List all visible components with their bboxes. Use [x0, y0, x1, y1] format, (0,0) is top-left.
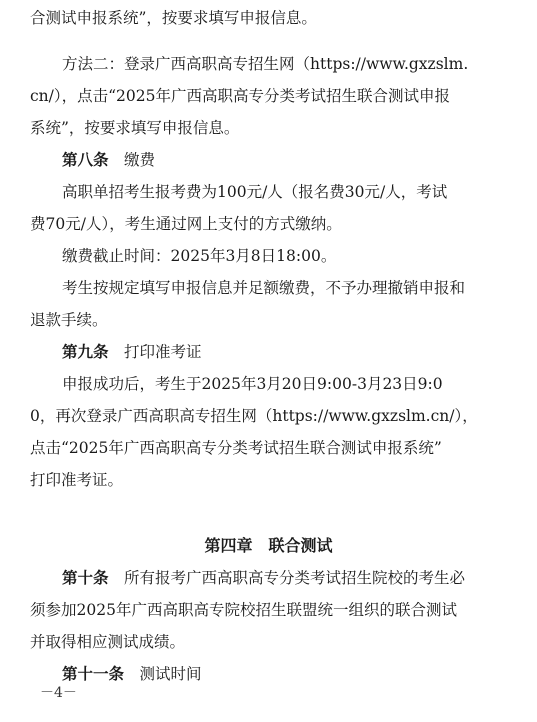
article-9-label: 第九条	[62, 342, 109, 361]
text-line: 合测试申报系统”，按要求填写申报信息。	[30, 9, 317, 27]
article-11-label: 第十一条	[62, 664, 125, 683]
text-line: cn/），点击“2025年广西高职高专分类考试招生联合测试申报	[30, 87, 451, 105]
text-line: 须参加2025年广西高职高专院校招生联盟统一组织的联合测试	[30, 601, 457, 619]
text-line: 并取得相应测试成绩。	[30, 633, 186, 651]
text-line: 考生按规定填写申报信息并足额缴费，不予办理撤销申报和	[62, 279, 466, 297]
article-8-label: 第八条	[62, 150, 109, 169]
text-line: 费70元/人），考生通过网上支付的方式缴纳。	[30, 215, 342, 233]
page-number: －4－	[40, 685, 77, 701]
text-line: 方法二：登录广西高职高专招生网（https://www.gxzslm.	[62, 55, 469, 73]
text-line: 0，再次登录广西高职高专招生网（https://www.gxzslm.cn/），	[30, 407, 478, 425]
article-9-title: 打印准考证	[124, 343, 202, 361]
article-10-label: 第十条	[62, 568, 109, 587]
text-line: 退款手续。	[30, 311, 108, 329]
text-line: 打印准考证。	[30, 471, 124, 489]
chapter-title: 第四章 联合测试	[204, 536, 333, 555]
article-10-line	[62, 568, 510, 588]
text-line: 申报成功后，考生于2025年3月20日9:00-3月23日9:0	[62, 375, 443, 393]
article-10-text: 所有报考广西高职高专分类考试招生院校的考生必	[124, 569, 466, 587]
text-line: 系统”，按要求填写申报信息。	[30, 119, 240, 137]
text-line: 点击“2025年广西高职高专分类考试招生联合测试申报系统”	[30, 439, 442, 457]
article-8-title: 缴费	[124, 151, 156, 169]
text-line: 高职单招考生报考费为100元/人（报名费30元/人，考试	[62, 183, 448, 201]
article-9-heading	[62, 342, 510, 362]
article-11-title: 测试时间	[139, 665, 202, 683]
article-11-heading	[62, 664, 510, 684]
text-line: 缴费截止时间：2025年3月8日18:00。	[62, 247, 337, 265]
article-8-heading	[62, 150, 510, 170]
